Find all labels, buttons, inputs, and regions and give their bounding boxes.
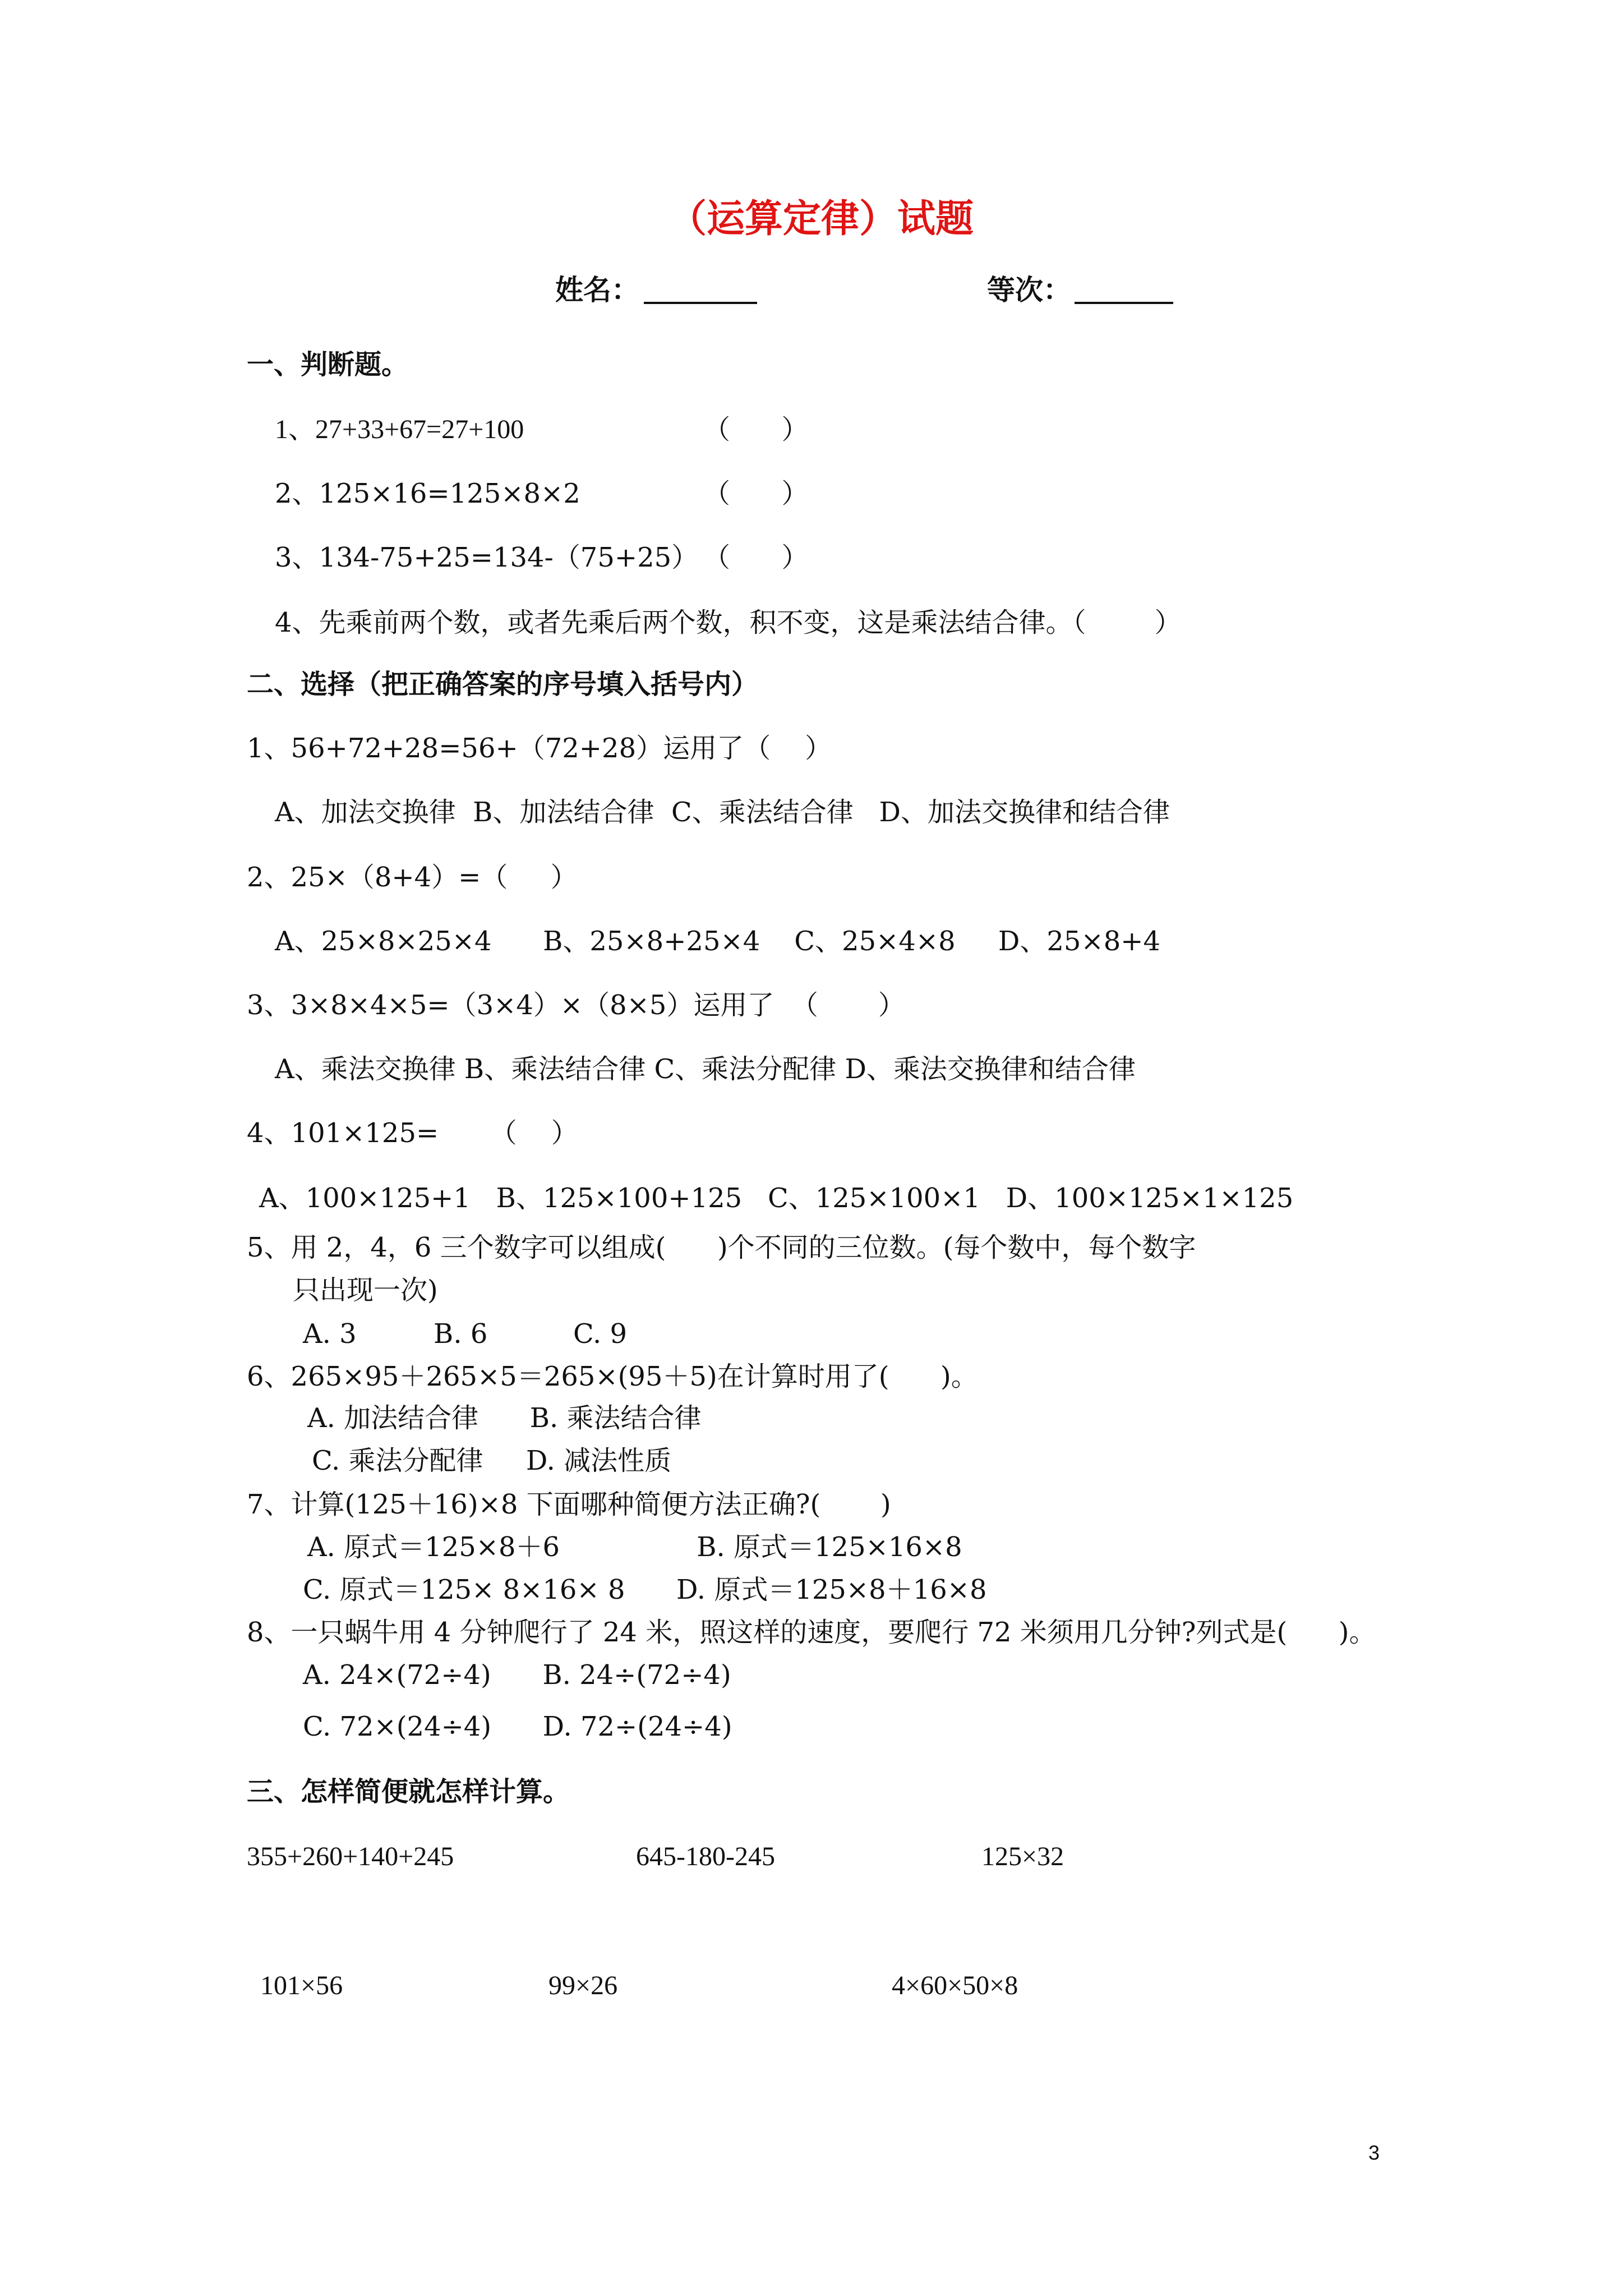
judge-item-2: 2、125×16=125×8×2 [275,478,580,509]
section3-heading: 三、怎样简便就怎样计算。 [247,1776,570,1807]
page-title: （运算定律）试题 [668,197,974,241]
choice-q4-stem: 4、101×125= （ ） [247,1117,578,1149]
judge-item-3: 3、134-75+25=134-（75+25） [275,542,699,573]
choice-q2-options: A、25×8×25×4 B、25×8+25×4 C、25×4×8 D、25×8+4 [275,926,1160,957]
choice-q8-stem: 8、一只蜗牛用 4 分钟爬行了 24 米，照这样的速度，要爬行 72 米须用几分钟?列式是( )。 [247,1617,1376,1648]
grade-label: 等次： [987,274,1071,306]
choice-q5-stem-cont: 只出现一次) [293,1274,438,1306]
choice-q5-stem: 5、用 2，4，6 三个数字可以组成( )个不同的三位数。(每个数中，每个数字 [247,1232,1196,1263]
choice-q7-options-1: A. 原式＝125×8＋6 B. 原式＝125×16×8 [307,1531,962,1563]
judge-item-4: 4、先乘前两个数，或者先乘后两个数，积不变，这是乘法结合律。（ ） [275,607,1182,638]
choice-q7-stem: 7、计算(125＋16)×8 下面哪种简便方法正确?( ) [247,1489,891,1520]
calc-expr-6: 4×60×50×8 [892,1971,1018,2000]
calc-expr-4: 101×56 [260,1971,343,2000]
choice-q1-stem: 1、56+72+28=56+（72+28）运用了（ ） [247,733,832,764]
choice-q6-options-1: A. 加法结合律 B. 乘法结合律 [307,1402,702,1434]
calc-expr-5: 99×26 [548,1971,618,2000]
name-blank[interactable] [644,302,757,304]
judge-answer-2[interactable]: （ ） [703,478,809,509]
judge-answer-1[interactable]: （ ） [703,414,809,445]
choice-q8-options-2: C. 72×(24÷4) D. 72÷(24÷4) [303,1711,732,1742]
choice-q8-options-1: A. 24×(72÷4) B. 24÷(72÷4) [303,1659,731,1691]
grade-blank[interactable] [1075,302,1173,304]
choice-q7-options-2: C. 原式＝125× 8×16× 8 D. 原式＝125×8＋16×8 [303,1574,987,1605]
calc-expr-2: 645-180-245 [636,1842,775,1871]
judge-item-1: 1、27+33+67=27+100 [275,415,524,444]
calc-expr-3: 125×32 [981,1842,1064,1871]
choice-q4-options: A、100×125+1 B、125×100+125 C、125×100×1 D、100×125×1×125 [259,1182,1294,1214]
judge-answer-3[interactable]: （ ） [703,542,809,573]
choice-q3-stem: 3、3×8×4×5=（3×4）×（8×5）运用了 （ ） [247,990,905,1021]
name-label: 姓名： [555,274,639,306]
section1-heading: 一、判断题。 [247,349,409,380]
section2-heading: 二、选择（把正确答案的序号填入括号内） [247,669,759,700]
page-number: 3 [1368,2141,1380,2164]
calc-expr-1: 355+260+140+245 [247,1842,454,1871]
choice-q2-stem: 2、25×（8+4）=（ ） [247,862,578,893]
choice-q6-stem: 6、265×95＋265×5＝265×(95＋5)在计算时用了( )。 [247,1361,978,1392]
choice-q5-options: A. 3 B. 6 C. 9 [303,1318,628,1350]
choice-q6-options-2: C. 乘法分配律 D. 减法性质 [312,1445,672,1476]
choice-q1-options: A、加法交换律 B、加法结合律 C、乘法结合律 D、加法交换律和结合律 [275,797,1170,828]
choice-q3-options: A、乘法交换律 B、乘法结合律 C、乘法分配律 D、乘法交换律和结合律 [275,1053,1136,1085]
